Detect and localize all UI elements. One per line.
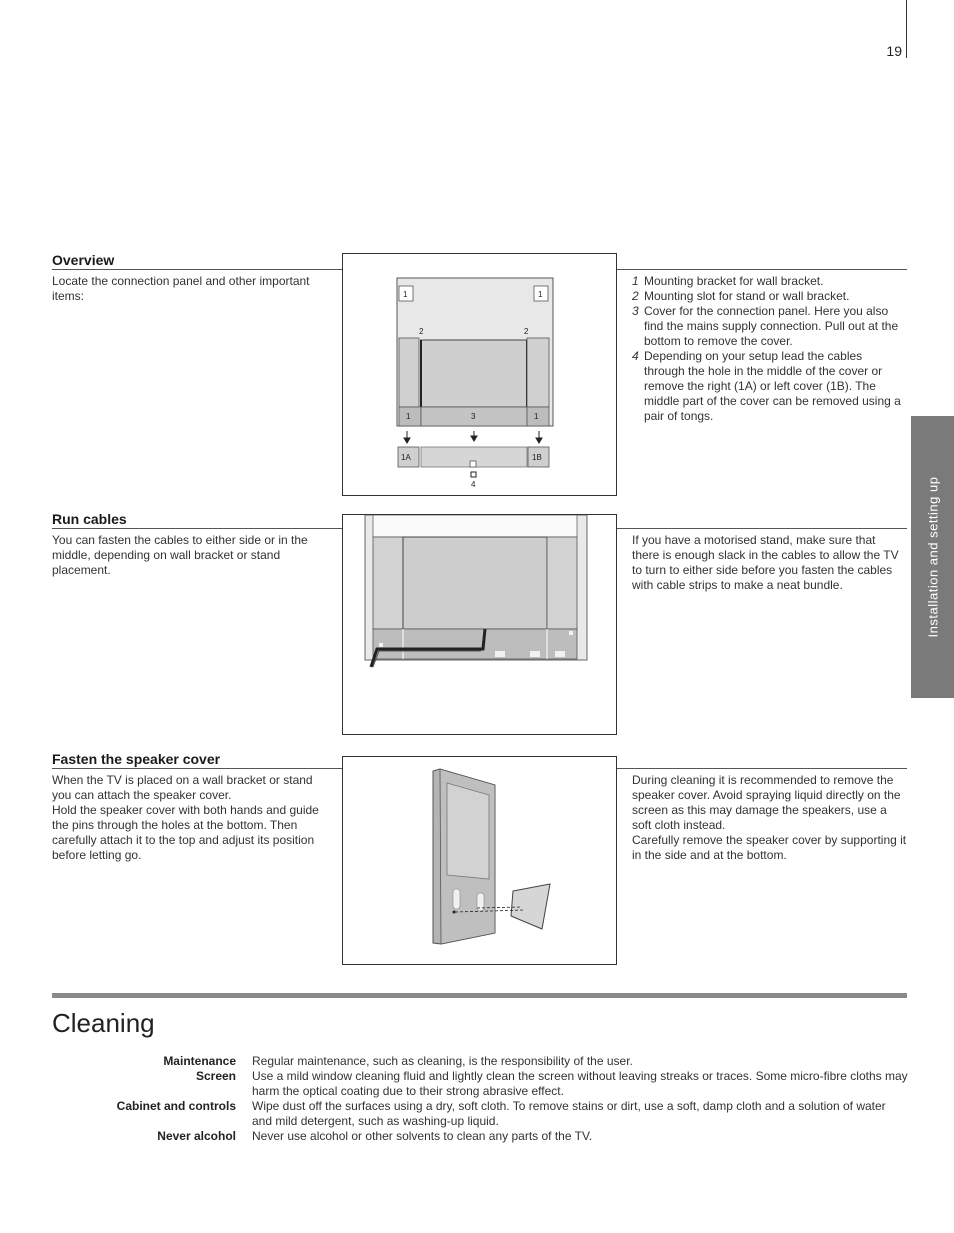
item-number: 2 (632, 289, 639, 303)
item-number: 3 (632, 304, 639, 318)
speaker-cover-note-2: Carefully remove the speaker cover by supporting it in the side and at the bottom. (632, 833, 907, 862)
label-1-top-right: 1 (538, 290, 543, 299)
cleaning-desc: Wipe dust off the surfaces using a dry, soft cloth. To remove stains or dirt, use a soft, damp cloth and a solution of water and mild detergent, such as washing-up liquid. (252, 1099, 886, 1128)
cleaning-term: Screen (195, 1069, 236, 1083)
speaker-cover-figure (342, 756, 617, 965)
item-text: Mounting slot for stand or wall bracket. (644, 289, 850, 303)
header-vertical-rule (906, 0, 907, 58)
run-cables-figure (342, 514, 617, 735)
arrow-icons (404, 431, 542, 443)
overview-intro: Locate the connection panel and other important items: (52, 274, 310, 303)
speaker-cover-intro-2: Hold the speaker cover with both hands and guide the pins through the holes at the bottom. Then carefully attach it to the top and adjust its position before letting go. (52, 803, 319, 862)
list-item (632, 274, 902, 289)
speaker-cover-rule-left (52, 768, 342, 769)
speaker-cover-intro-1: When the TV is placed on a wall bracket or stand you can attach the speaker cover. (52, 773, 313, 802)
item-number: 4 (632, 349, 639, 363)
cleaning-desc: Use a mild window cleaning fluid and lightly clean the screen without leaving streaks or traces. Some micro-fibre cloths may harm the optical coating due to their strong abrasive effect. (252, 1069, 908, 1098)
speaker-cover-note-1: During cleaning it is recommended to remove the speaker cover. Avoid spraying liquid directly on the screen as this may damage the speakers, use a soft cloth instead. (632, 773, 901, 832)
overview-items-list (632, 274, 902, 424)
overview-rule-right (617, 269, 907, 270)
cleaning-row (52, 1099, 907, 1129)
page-number: 19 (886, 43, 902, 59)
cleaning-row (52, 1129, 907, 1144)
run-cables-rule-left (52, 528, 342, 529)
label-2-left: 2 (419, 327, 424, 336)
list-item (632, 304, 902, 349)
overview-rule-left (52, 269, 342, 270)
speaker-cover-notes (632, 773, 907, 863)
cable-routing-diagram (343, 515, 616, 734)
label-1a: 1A (401, 453, 411, 462)
cleaning-title: Cleaning (52, 1008, 155, 1038)
label-3: 3 (471, 412, 476, 421)
item-text: Depending on your setup lead the cables through the hole in the middle of the cover or remove the right (1A) or left cover (1B). The middle part of the cover can be removed using a pair of tongs. (644, 349, 901, 423)
speaker-cover-diagram (343, 757, 616, 964)
cleaning-term: Cabinet and controls (116, 1099, 236, 1113)
label-1b: 1B (532, 453, 542, 462)
item-text: Mounting bracket for wall bracket. (644, 274, 824, 288)
list-item (632, 289, 902, 304)
cleaning-row (52, 1054, 907, 1069)
label-2-right: 2 (524, 327, 529, 336)
cleaning-desc: Regular maintenance, such as cleaning, is the responsibility of the user. (252, 1054, 633, 1068)
run-cables-note: If you have a motorised stand, make sure that there is enough slack in the cables to allow the TV to turn to either side before you fasten the cables with cable strips to make a neat bundle. (632, 533, 899, 592)
speaker-cover-title: Fasten the speaker cover (52, 751, 221, 767)
cleaning-divider (52, 993, 907, 998)
label-1-bottom-right: 1 (534, 412, 539, 421)
label-1-bottom-left: 1 (406, 412, 411, 421)
cleaning-desc: Never use alcohol or other solvents to clean any parts of the TV. (252, 1129, 593, 1143)
label-4: 4 (471, 480, 476, 489)
overview-title: Overview (52, 252, 115, 268)
speaker-cover-rule-right (617, 768, 907, 769)
overview-figure (342, 253, 617, 496)
speaker-cover-intro (52, 773, 334, 863)
side-tab-label: Installation and setting up (925, 476, 940, 638)
item-text: Cover for the connection panel. Here you also find the mains supply connection. Pull out at the bottom to remove the cover. (644, 304, 899, 348)
run-cables-intro: You can fasten the cables to either side or in the middle, depending on wall bracket or stand placement. (52, 533, 308, 577)
label-1-top-left: 1 (403, 290, 408, 299)
item-number: 1 (632, 274, 639, 288)
cleaning-row (52, 1069, 907, 1099)
run-cables-title: Run cables (52, 511, 127, 527)
cleaning-term: Maintenance (163, 1054, 236, 1068)
run-cables-rule-right (617, 528, 907, 529)
connection-panel-diagram (343, 254, 616, 495)
cleaning-term: Never alcohol (157, 1129, 236, 1143)
side-tab (911, 416, 954, 698)
list-item (632, 349, 902, 424)
